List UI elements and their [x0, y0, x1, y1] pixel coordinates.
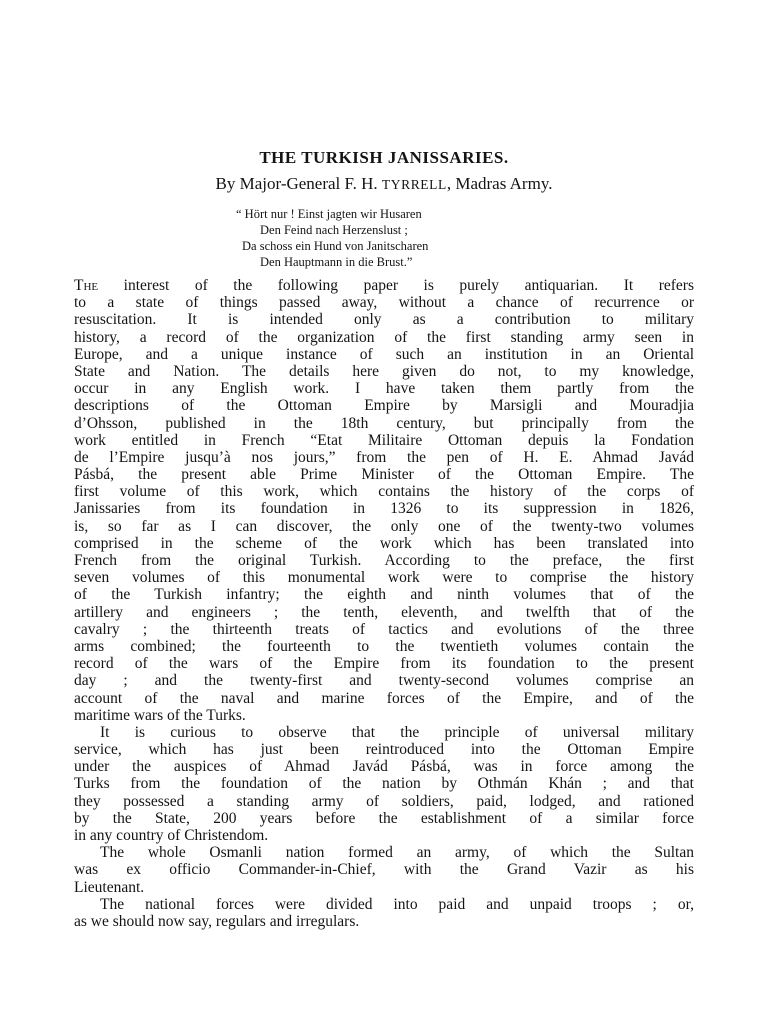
body-line: work entitled in French “Etat Militaire Ottoman depuis la Fondation [74, 431, 694, 449]
author-byline [0, 174, 768, 194]
body-line: of the Turkish infantry; the eighth and ninth volumes that of the [74, 586, 694, 604]
body-line: history, a record of the organization of the first standing army seen in [74, 328, 694, 346]
byline-author-name: TYRRELL [381, 177, 447, 192]
epigraph-line: Da schoss ein Hund von Janitscharen [242, 239, 429, 253]
byline-suffix: , Madras Army. [446, 174, 553, 193]
epigraph-line: Den Feind nach Herzenslust ; [260, 223, 408, 237]
body-line: seven volumes of this monumental work were to comprise the history [74, 569, 694, 587]
body-line: by the State, 200 years before the establishment of a similar force [74, 809, 694, 827]
article-title: THE TURKISH JANISSARIES. [259, 148, 509, 167]
epigraph-line: Den Hauptmann in die Brust.” [260, 255, 413, 269]
article-body [74, 277, 694, 930]
body-line: The whole Osmanli nation formed an army, of which the Sultan [100, 844, 694, 862]
body-line: descriptions of the Ottoman Empire by Marsigli and Mouradjia [74, 397, 694, 415]
body-line: artillery and engineers ; the tenth, eleventh, and twelfth that of the [74, 603, 694, 621]
body-line: to a state of things passed away, without a chance of recurrence or [74, 294, 694, 312]
body-line: under the auspices of Ahmad Javád Pásbá, was in force among the [74, 758, 694, 776]
body-line: Pásbá, the present able Prime Minister of the Ottoman Empire. The [74, 466, 694, 484]
body-line: was ex officio Commander-in-Chief, with the Grand Vazir as his [74, 861, 694, 879]
body-line: cavalry ; the thirteenth treats of tactics and evolutions of the three [74, 620, 694, 638]
body-line: d’Ohsson, published in the 18th century, but principally from the [74, 414, 694, 432]
body-line: It is curious to observe that the principle of universal military [100, 723, 694, 741]
drop-word: The [74, 277, 99, 294]
body-line: The national forces were divided into paid and unpaid troops ; or, [100, 895, 694, 913]
body-line: comprised in the scheme of the work which has been translated into [74, 534, 694, 552]
body-line: Janissaries from its foundation in 1326 to its suppression in 1826, [74, 500, 694, 518]
body-line: account of the naval and marine forces of the Empire, and of the [74, 689, 694, 707]
body-line: resuscitation. It is intended only as a contribution to military [74, 311, 694, 329]
body-line: day ; and the twenty-first and twenty-second volumes comprise an [74, 672, 694, 690]
body-line-rest: interest of the following paper is purely antiquarian. It refers [98, 277, 694, 294]
body-line: Europe, and a unique instance of such an institution in an Oriental [74, 345, 694, 363]
body-line: de l’Empire jusqu’à nos jours,” from the pen of H. E. Ahmad Javád [74, 448, 694, 466]
body-line: record of the wars of the Empire from its foundation to the present [74, 655, 694, 673]
byline-prefix: By Major-General F. H. [215, 174, 378, 193]
body-line: occur in any English work. I have taken them partly from the [74, 380, 694, 398]
body-line: first volume of this work, which contains the history of the corps of [74, 483, 694, 501]
body-line: in any country of Christendom. [74, 827, 269, 844]
body-line: as we should now say, regulars and irregulars. [74, 912, 360, 930]
body-line: service, which has just been reintroduced into the Ottoman Empire [74, 741, 694, 759]
epigraph-line: “ Hört nur ! Einst jagten wir Husaren [236, 207, 422, 221]
body-line: Lieutenant. [74, 878, 145, 896]
body-line [74, 277, 694, 294]
body-line: is, so far as I can discover, the only one of the twenty-two volumes [74, 517, 694, 535]
body-line: State and Nation. The details here given do not, to my knowledge, [74, 362, 694, 380]
body-line: maritime wars of the Turks. [74, 706, 246, 724]
epigraph [236, 206, 596, 270]
body-line: they possessed a standing army of soldiers, paid, lodged, and rationed [74, 792, 694, 810]
body-line: arms combined; the fourteenth to the twentieth volumes contain the [74, 637, 694, 655]
body-line: French from the original Turkish. According to the preface, the first [74, 552, 694, 569]
body-line: Turks from the foundation of the nation by Othmán Khán ; and that [74, 775, 694, 793]
